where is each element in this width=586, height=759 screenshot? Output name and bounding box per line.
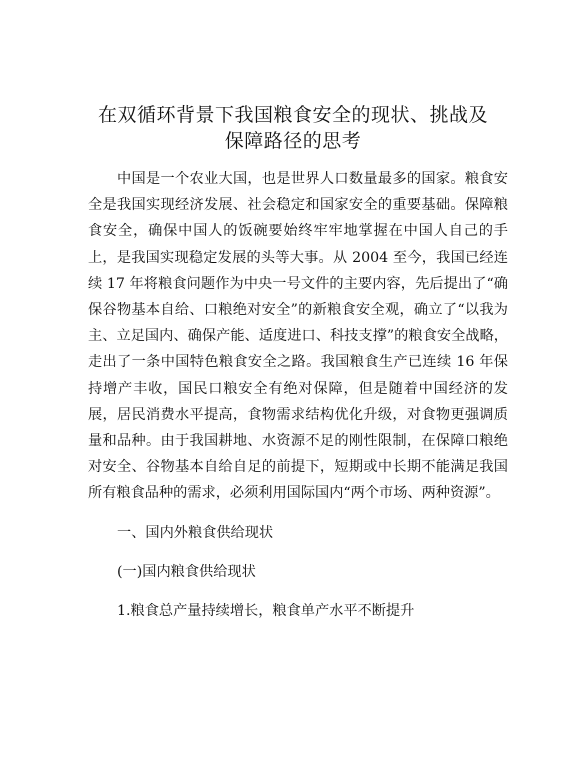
section-heading-1: 一、国内外粮食供给现状: [117, 524, 274, 541]
subsubsection-heading-1: 1.粮食总产量持续增长，粮食单产水平不断提升: [117, 603, 415, 620]
intro-paragraph: 中国是一个农业大国，也是世界人口数量最多的国家。粮食安全是我国实现经济发展、社会稳定和国家安全的重要基础。保障粮食安全，确保中国人的饭碗要始终牢牢地掌握在中国人自己的手上，是我国实现稳定发展的头等大事。从 2004 至今，我国已经连续 17 年将粮食问题作为中央一号文件的主要内容，先后提出了“确保谷物基本自给、口粮绝对安全”的新粮食安全观，确立了“以我为主、立足国内、确保产能、适度进口、科技支撑”的粮食安全战略，走出了一条中国特色粮食安全之路。我国粮食生产已连续 16 年保持增产丰收，国民口粮安全有绝对保障，但是随着中国经济的发展，居民消费水平提高，食物需求结构优化升级，对食物更强调质量和品种。由于我国耕地、水资源不足的刚性限制，在保障口粮绝对安全、谷物基本自给自足的前提下，短期或中长期不能满足我国所有粮食品种的需求，必须利用国际国内“两个市场、两种资源”。: [88, 171, 508, 502]
subsection-heading-1: (一)国内粮食供给现状: [117, 563, 256, 580]
title-line-1: 在双循环背景下我国粮食安全的现状、挑战及: [97, 104, 488, 126]
title-line-2: 保障路径的思考: [224, 130, 362, 152]
document-body: [88, 166, 508, 624]
document-title: [80, 102, 506, 154]
